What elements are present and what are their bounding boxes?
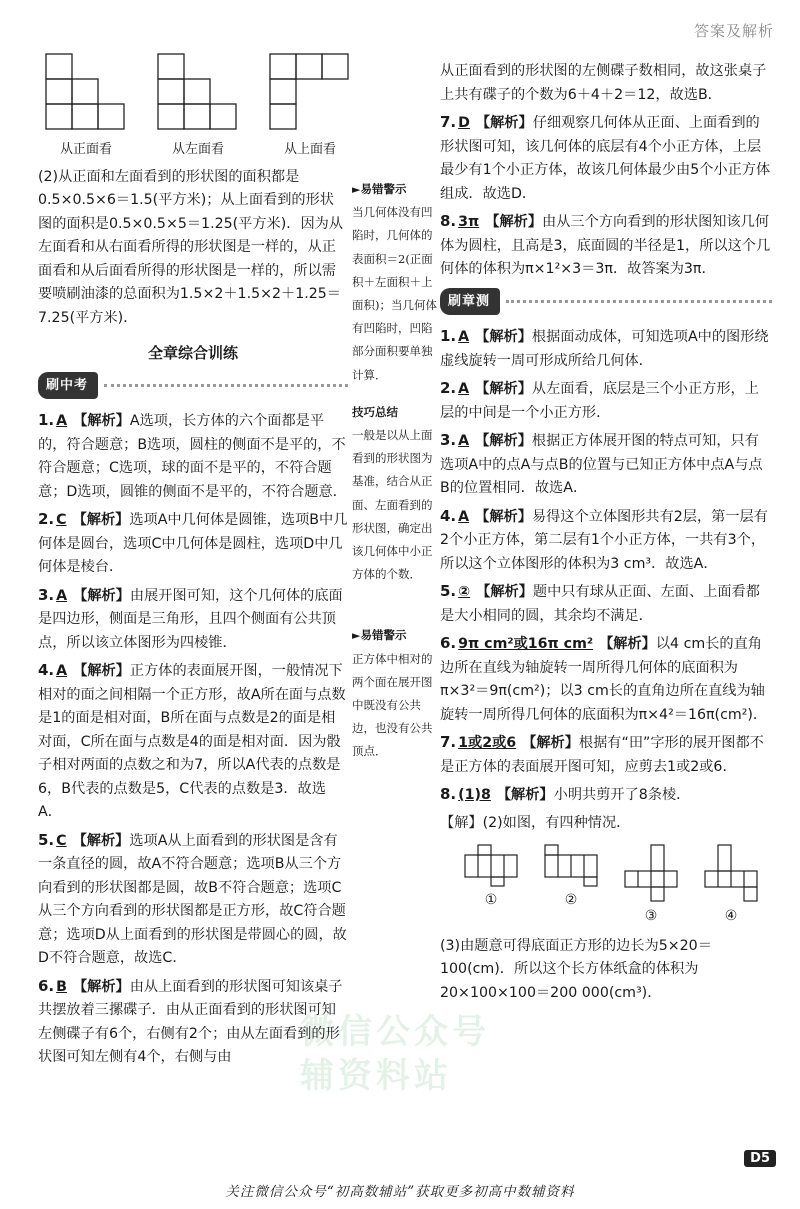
question-number: 8. [440, 212, 457, 230]
explanation: 根据有“田”字形的展开图都不是正方体的表面展开图可知，应剪去1或2或6． [440, 735, 764, 775]
q6-continuation: 从正面看到的形状图的左侧碟子数相同，故这张桌子上共有碟子的个数为6＋4＋2＝12，故选B． [440, 63, 767, 103]
question-item [440, 731, 772, 779]
question-8 [440, 210, 772, 282]
banner-divider [506, 300, 772, 303]
explanation: 以4 cm长的直角边所在直线为轴旋转一周所得几何体的底面积为π×3²＝9π(cm²)；以3 cm长的直角边所在直线为轴旋转一周所得几何体的底面积为π×4²＝16π(cm²)． [440, 636, 768, 723]
analysis-tag: 【解析】 [475, 115, 533, 131]
question-number: 2. [440, 379, 457, 397]
question-number: 1. [440, 327, 457, 345]
explanation: 从左面看，底层是三个小正方形，上层的中间是一个小正方形． [440, 381, 759, 421]
net-label: ④ [724, 908, 738, 924]
section-title: 全章综合训练 [147, 344, 238, 362]
question-item [440, 783, 772, 808]
left-view-grid [156, 52, 240, 132]
explanation: 易得这个立体图形共有2层，第一层有2个小正方体，第二层有1个小正方体，一共有3个，所以这个立体图形的体积为3 cm³．故选A． [440, 508, 768, 572]
explanation: 题中只有球从正面、左面、上面看都是大小相同的圆，其余均不满足． [440, 584, 760, 624]
analysis-tag: 【解析】 [522, 735, 579, 751]
left-view-caption: 从左面看 [171, 142, 224, 157]
question-item [38, 975, 348, 1070]
question-number: 5. [38, 830, 55, 849]
explanation: 选项A从上面看到的形状图是含有一条直径的圆，故A不符合题意；选项B从三个方向看到的形状图都是圆，故B不符合题意；选项C从三个方向看到的形状图都是正方形，故C符合题意；选项D从上面看到的形状图是带圆心的圆，故D不符合题意，故选C． [38, 832, 347, 966]
side-note-text: 一般是以从上面看到的形状图为基准，结合从正面、左面看到的形状图，确定出该几何体中小正方体的个数． [352, 428, 433, 582]
right-column [440, 60, 772, 1009]
answer: 1或2或6 [458, 735, 517, 751]
analysis-tag: 【解析】 [475, 381, 532, 397]
explanation: 根据正方体展开图的特点可知，只有选项A中的点A与点B的位置与已知正方体中点A与点B的位置相同．故选A． [440, 433, 763, 496]
explanation: A选项，长方体的六个面都是平的，符合题意；B选项，圆柱的侧面不是平的，不符合题意；C选项，球的面不是平的，不符合题意；D选项，圆锥的侧面不是平的，不符合题意． [38, 413, 347, 500]
analysis-tag: 【解析】 [72, 832, 130, 849]
answer: C [56, 832, 67, 849]
left-view-figure [156, 52, 240, 162]
side-note-text: 当几何体没有凹陷时，几何体的表面积＝2(正面积＋左面积＋上面积)；当几何体有凹陷时，凹陷部分面积要单独计算． [352, 205, 437, 382]
footer-note: 关注微信公众号“初高数辅站”获取更多初高中数辅资料 [225, 1184, 575, 1200]
explanation: 由从三个方向看到的形状图知该几何体为圆柱，且高是3，底面圆的半径是1，所以这个几何体的体积为π×1²×3＝3π．故答案为3π． [440, 214, 771, 277]
exam-banner [38, 372, 348, 400]
exam-question-list [38, 409, 348, 1070]
analysis-tag: 【解析】 [476, 584, 533, 600]
side-note [352, 401, 440, 587]
question-item [38, 508, 348, 580]
analysis-tag: 【解析】 [475, 508, 532, 525]
side-note [352, 178, 440, 387]
answer: ② [458, 584, 471, 600]
answer: A [458, 329, 470, 345]
question-number: 4. [38, 661, 55, 679]
explanation: 正方体的表面展开图，一般情况下相对的面之间相隔一个正方形，故A所在面与点数是1的面是相对面，B所在面与点数是2的面是相对面，C所在面与点数是4的面是相对面．因为骰子相对两面的点数之和为7，所以A代表的点数是6，B代表的点数是5，C代表的点数是3．故选A． [38, 663, 346, 820]
analysis-tag: 【解析】 [599, 636, 656, 652]
side-note-head: 易错警示 [360, 628, 407, 643]
answer: A [56, 587, 68, 604]
cube-nets-figure [464, 843, 772, 929]
answer: C [56, 512, 67, 528]
watermark-line-2: 辅资料站 [300, 1056, 452, 1096]
side-note [352, 624, 440, 763]
answer: A [56, 663, 68, 679]
net-label: ③ [644, 908, 658, 924]
analysis-tag: 【解析】 [475, 433, 532, 449]
question-number: 3. [440, 431, 457, 449]
question-number: 5. [440, 582, 457, 600]
question-item [440, 632, 772, 727]
answer: (1)8 [458, 787, 491, 803]
page-header: 答案及解析 [693, 22, 774, 40]
arrow-icon: ► [352, 629, 361, 643]
chapter-question-list [440, 325, 772, 808]
question-item [440, 377, 772, 425]
answer: A [458, 433, 470, 449]
question-number: 4. [440, 506, 457, 525]
answer: B [56, 978, 67, 995]
q8-part2: 【解】(2)如图，有四种情况． [440, 814, 631, 831]
analysis-tag: 【解析】 [72, 978, 130, 995]
net-2 [544, 843, 598, 929]
net-1-drawing [464, 843, 518, 887]
analysis-tag: 【解析】 [73, 413, 130, 429]
answer: A [458, 381, 470, 397]
explanation: 小明共剪开了8条棱． [553, 787, 691, 803]
chapter-test-banner [440, 288, 772, 316]
analysis-tag: 【解析】 [485, 214, 543, 230]
question-number: 7. [440, 733, 457, 751]
question-item [440, 325, 772, 373]
left-column [38, 52, 348, 1074]
front-view-figure [44, 52, 128, 162]
analysis-tag: 【解析】 [73, 587, 130, 604]
answer: 3π [458, 214, 480, 230]
answer: 9π cm²或16π cm² [458, 636, 594, 652]
question-item [440, 429, 772, 501]
arrow-icon: ► [352, 183, 361, 196]
top-view-figure [268, 52, 352, 162]
analysis-tag: 【解析】 [475, 329, 532, 345]
question-number: 3. [38, 585, 55, 604]
chapter-test-badge: 刷章测 [440, 288, 500, 316]
net-2-drawing [544, 843, 598, 887]
exam-badge: 刷中考 [38, 372, 98, 400]
net-label: ① [484, 892, 498, 908]
question-item [38, 659, 348, 825]
question-item [38, 584, 348, 656]
net-3-drawing [624, 843, 678, 903]
net-4-drawing [704, 843, 758, 903]
explanation: 仔细观察几何体从正面、上面看到的形状图可知，该几何体的底层有4个小正方体，上层最少有1个小正方体，故该几何体最少由5个小正方体组成．故选D． [440, 115, 771, 202]
analysis-tag: 【解析】 [73, 663, 130, 679]
question-number: 8. [440, 785, 457, 803]
question-number: 2. [38, 510, 55, 528]
banner-divider [104, 384, 348, 387]
question-item [38, 829, 348, 971]
explanation: 由展开图可知，这个几何体的底面是四边形，侧面是三角形，且四个侧面有公共顶点，所以该立体图形为四棱锥． [38, 587, 343, 651]
answer: A [56, 413, 68, 429]
q8-part3: (3)由题意可得底面正方形的边长为5×20＝100(cm)．所以这个长方体纸盒的体积为20×100×100＝200 000(cm³)． [440, 937, 712, 1001]
view-figures [44, 52, 348, 162]
side-note-text: 正方体中相对的两个面在展开图中既没有公共边，也没有公共顶点． [352, 651, 433, 759]
explanation: 根据面动成体，可知选项A中的图形绕虚线旋转一周可形成所给几何体． [440, 329, 769, 369]
net-label: ② [564, 892, 578, 908]
side-note-head: 易错警示 [360, 182, 407, 196]
answer: A [458, 508, 470, 525]
explanation: 由从上面看到的形状图可知该桌子共摆放着三摞碟子．由从正面看到的形状图可知左侧碟子有6个，右侧有2个；由从左面看到的形状图可知左侧有4个，右侧与由 [38, 978, 343, 1065]
q2-area-solution: (2)从正面和左面看到的形状图的面积都是0.5×0.5×6＝1.5(平方米)；从上面看到的形状图的面积是0.5×0.5×5＝1.25(平方米)．因为从左面看和从右面看所得的形状图是一样的，从正面看和从后面看所得的形状图是一样的，所以需要喷刷油漆的总面积为1.5×2＋1.5×2＋1.25＝7.25(平方米)． [38, 168, 344, 326]
explanation: 选项A中几何体是圆锥，选项B中几何体是圆台，选项C中几何体是圆柱，选项D中几何体是棱台． [38, 512, 348, 575]
answer: D [458, 115, 470, 131]
question-number: 6. [38, 976, 55, 995]
question-7 [440, 111, 772, 206]
net-1 [464, 843, 518, 929]
top-view-caption: 从上面看 [283, 142, 336, 157]
analysis-tag: 【解析】 [72, 512, 130, 528]
top-view-grid [268, 52, 352, 132]
page-number: D5 [744, 1150, 776, 1167]
watermark-line-1: 微信公众号 [300, 1012, 490, 1052]
side-notes [352, 178, 440, 778]
side-note-head: 技巧总结 [352, 404, 398, 419]
net-4 [704, 843, 758, 929]
question-item [38, 409, 348, 504]
question-number: 6. [440, 634, 457, 652]
net-3 [624, 843, 678, 929]
question-number: 1. [38, 411, 55, 429]
front-view-caption: 从正面看 [59, 142, 112, 157]
question-item [440, 580, 772, 628]
question-number: 7. [440, 113, 457, 131]
front-view-grid [44, 52, 128, 132]
analysis-tag: 【解析】 [496, 787, 554, 803]
question-item [440, 505, 772, 577]
